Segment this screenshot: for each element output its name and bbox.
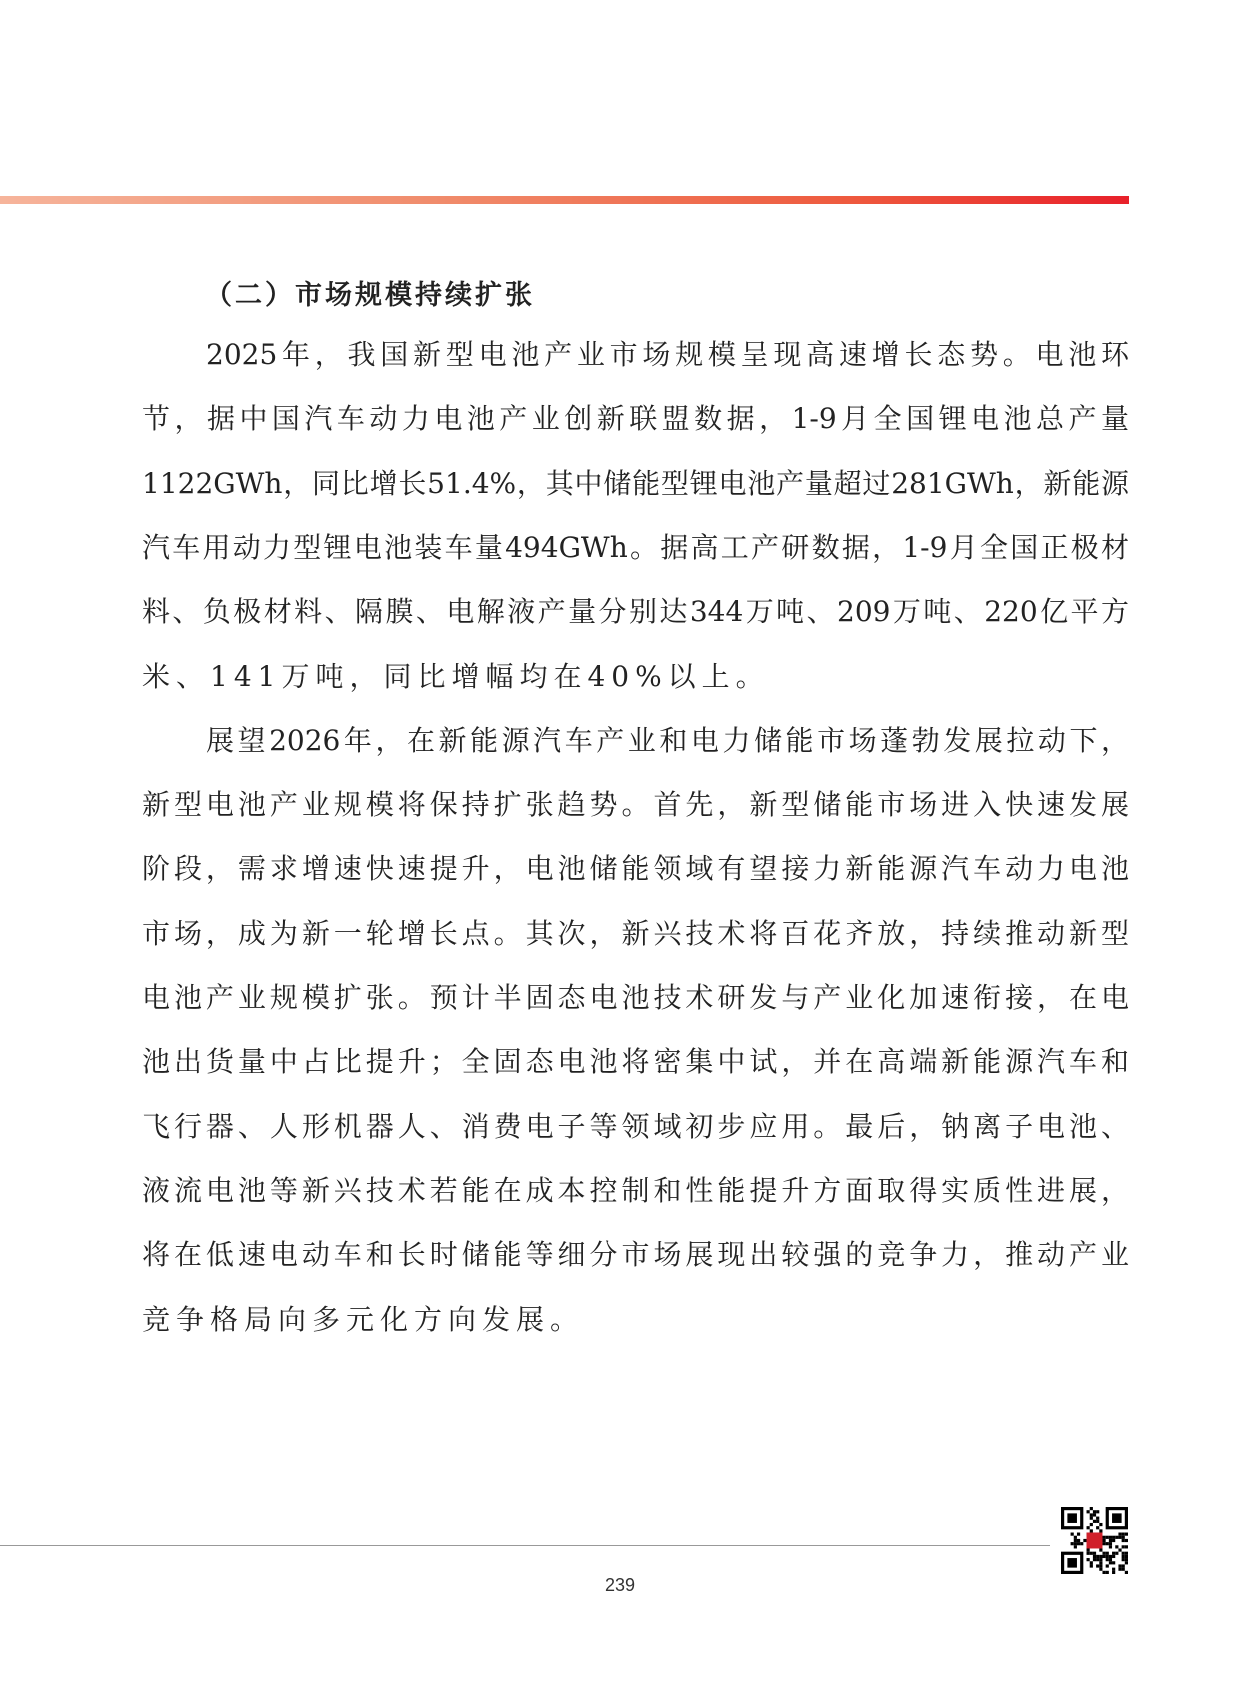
- paragraph-line: 1122GWh，同比增长51.4%，其中储能型锂电池产量超过281GWh，新能源: [142, 466, 1129, 500]
- paragraph-line: 竞争格局向多元化方向发展。: [142, 1302, 585, 1336]
- paragraph-line: 新型电池产业规模将保持扩张趋势。首先，新型储能市场进入快速发展: [142, 788, 1129, 822]
- paragraph-line: 料、负极材料、隔膜、电解液产量分别达344万吨、209万吨、220亿平方: [142, 595, 1129, 629]
- paragraph-line: 节，据中国汽车动力电池产业创新联盟数据，1-9月全国锂电池总产量: [142, 402, 1129, 436]
- paragraph-line: 液流电池等新兴技术若能在成本控制和性能提升方面取得实质性进展，: [142, 1173, 1129, 1207]
- paragraph-line: 池出货量中占比提升；全固态电池将密集中试，并在高端新能源汽车和: [142, 1045, 1129, 1079]
- paragraph-line: 2025年，我国新型电池产业市场规模呈现高速增长态势。电池环: [206, 338, 1129, 371]
- paragraph-line: 将在低速电动车和长时储能等细分市场展现出较强的竞争力，推动产业: [142, 1238, 1129, 1272]
- qr-code-icon: [1061, 1507, 1128, 1574]
- paragraph-line: 展望2026年，在新能源汽车产业和电力储能市场蓬勃发展拉动下，: [206, 723, 1129, 757]
- footer-divider: [0, 1545, 1050, 1546]
- page-number: 239: [604, 1575, 636, 1595]
- paragraph-line: 市场，成为新一轮增长点。其次，新兴技术将百花齐放，持续推动新型: [142, 916, 1129, 950]
- paragraph-line: 飞行器、人形机器人、消费电子等领域初步应用。最后，钠离子电池、: [142, 1109, 1129, 1143]
- section-heading: （二）市场规模持续扩张: [205, 280, 535, 311]
- paragraph-line: 电池产业规模扩张。预计半固态电池技术研发与产业化加速衔接，在电: [142, 981, 1129, 1014]
- header-accent-bar: [0, 196, 1129, 204]
- paragraph-line: 汽车用动力型锂电池装车量494GWh。据高工产研数据，1-9月全国正极材: [142, 530, 1129, 564]
- paragraph-line: 米、141万吨，同比增幅均在40%以上。: [142, 659, 770, 693]
- paragraph-line: 阶段，需求增速快速提升，电池储能领域有望接力新能源汽车动力电池: [142, 852, 1129, 886]
